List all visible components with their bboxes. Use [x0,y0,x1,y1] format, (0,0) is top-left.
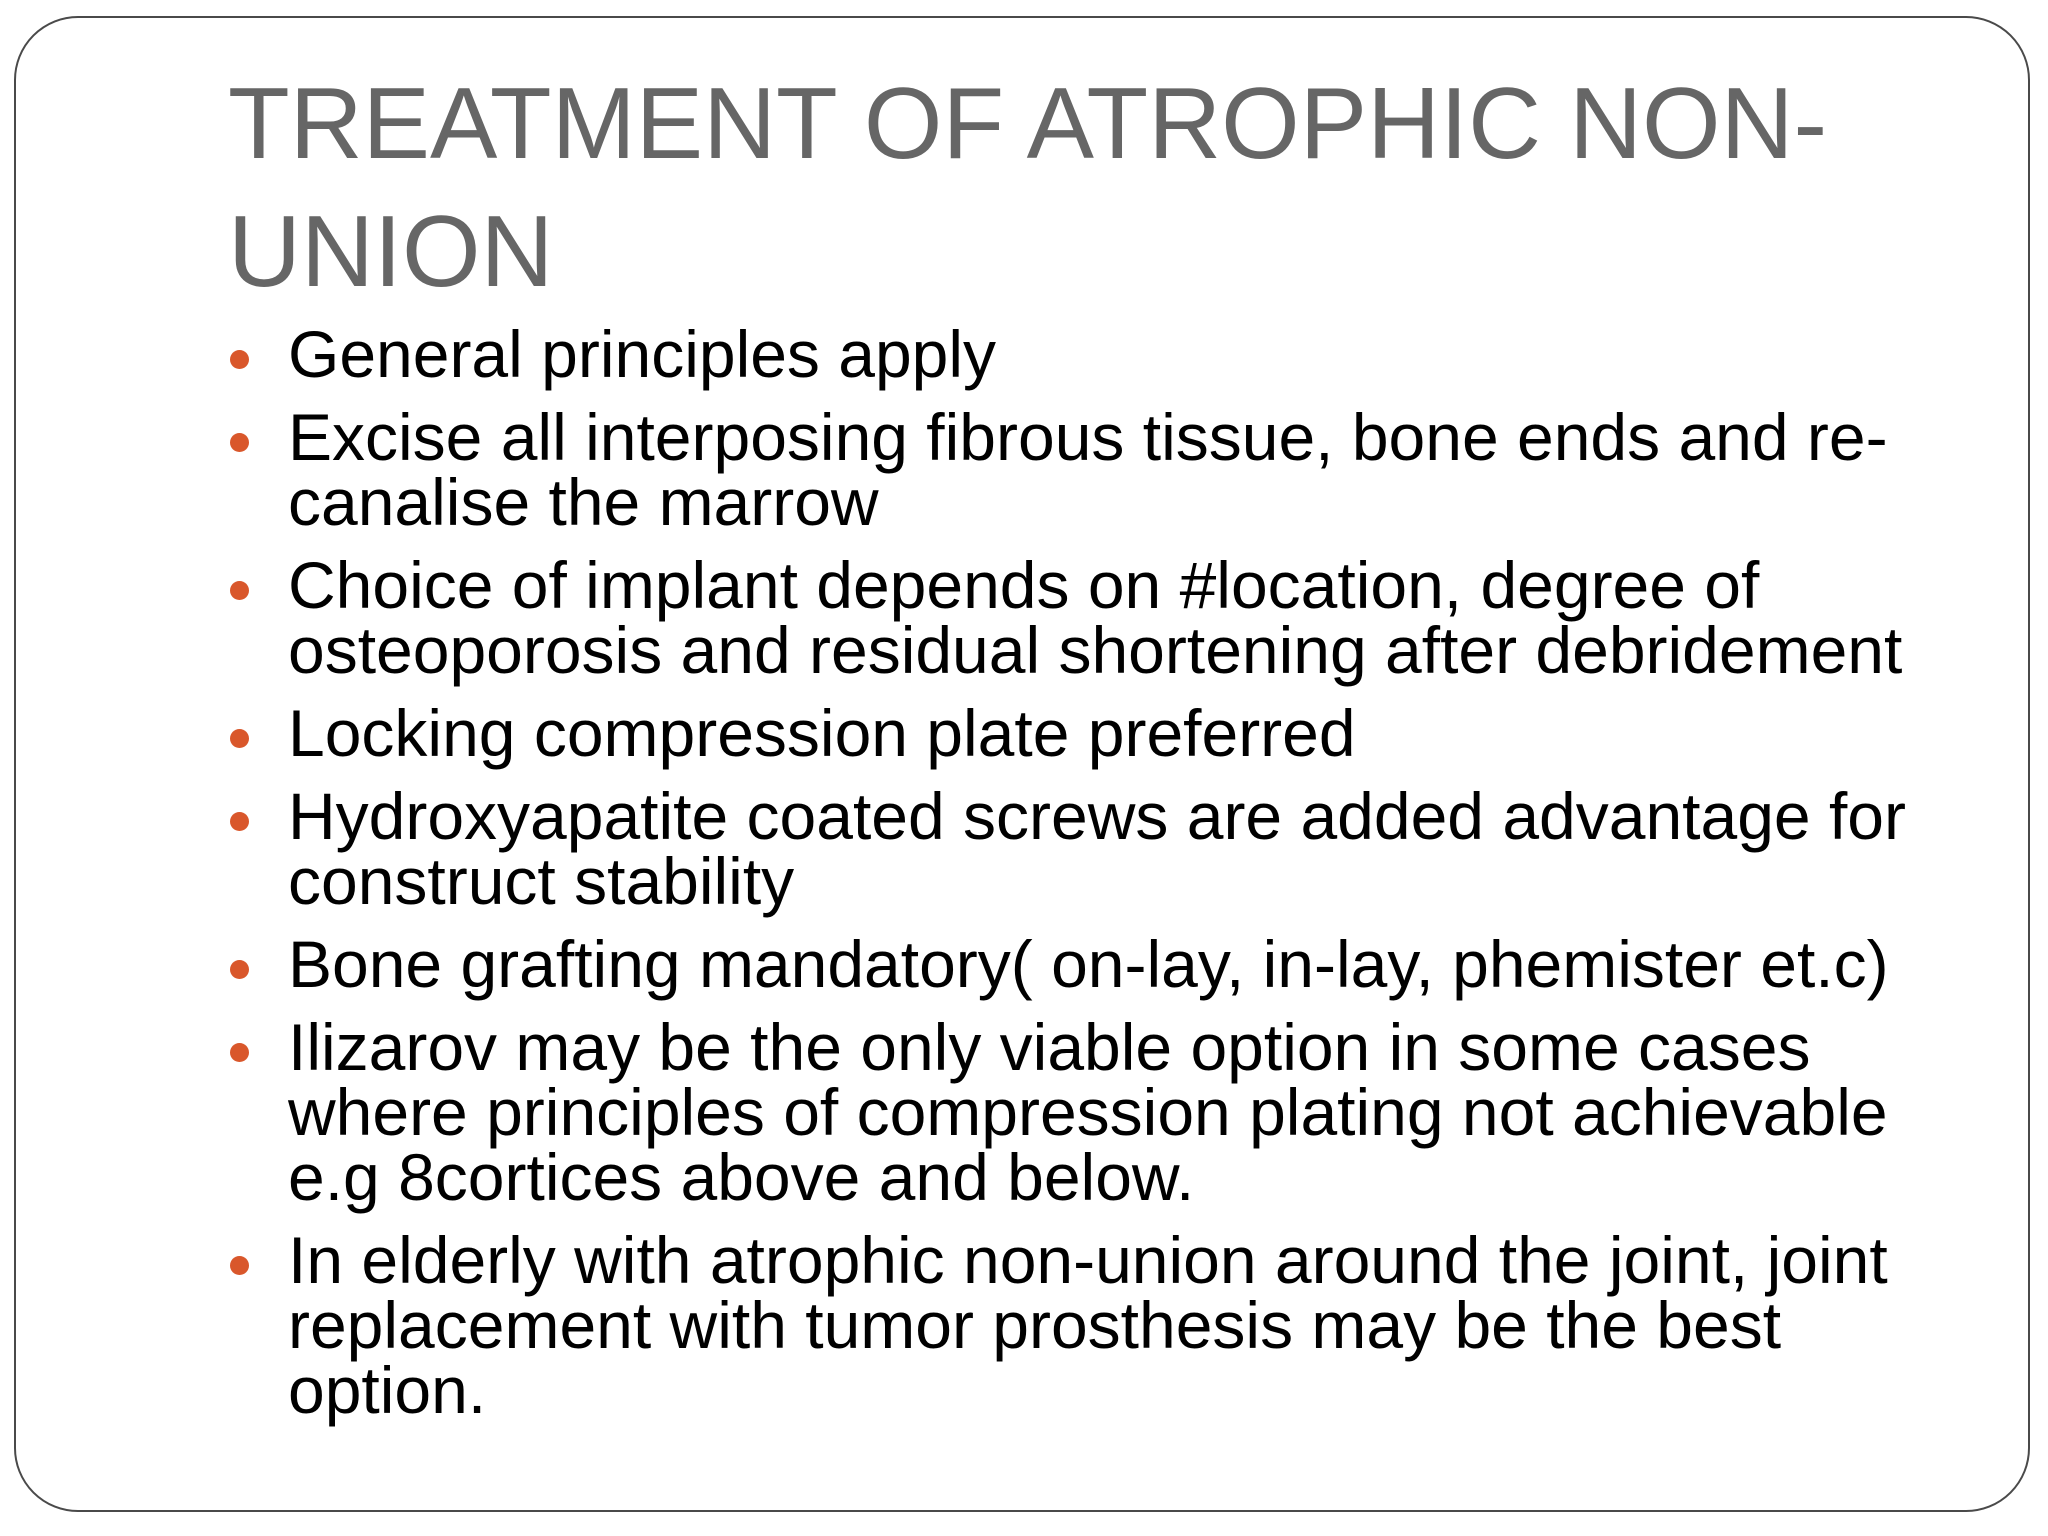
bullet-dot-icon [230,960,249,979]
bullet-dot-icon [230,1256,249,1275]
bullet-item [228,1010,1908,1214]
bullet-list [228,317,1908,1441]
bullet-dot-icon [230,581,249,600]
bullet-item [228,1223,1908,1427]
bullet-text: Bone grafting mandatory( on-lay, in-lay, phemister et.c) [288,927,1889,1001]
bullet-text: Choice of implant depends on #location, degree of osteoporosis and residual shortening after debridement [288,548,1903,687]
bullet-dot-icon [230,1043,249,1062]
bullet-item [228,696,1908,770]
bullet-item [228,927,1908,1001]
bullet-text: Ilizarov may be the only viable option in some cases where principles of compression plating not achievable e.g 8cortices above and below. [288,1010,1888,1214]
bullet-item [228,548,1908,687]
bullet-dot-icon [230,350,249,369]
bullet-dot-icon [230,729,249,748]
bullet-dot-icon [230,812,249,831]
bullet-item [228,779,1908,918]
bullet-text: In elderly with atrophic non-union around the joint, joint replacement with tumor prosthesis may be the best option. [288,1223,1888,1427]
bullet-text: Locking compression plate preferred [288,696,1356,770]
bullet-item [228,400,1908,539]
slide-title: TREATMENT OF ATROPHIC NON-UNION [228,68,1828,308]
bullet-item [228,317,1908,391]
bullet-text: Hydroxyapatite coated screws are added advantage for construct stability [288,779,1906,918]
bullet-text: General principles apply [288,317,997,391]
bullet-text: Excise all interposing fibrous tissue, bone ends and re-canalise the marrow [288,400,1888,539]
bullet-dot-icon [230,433,249,452]
